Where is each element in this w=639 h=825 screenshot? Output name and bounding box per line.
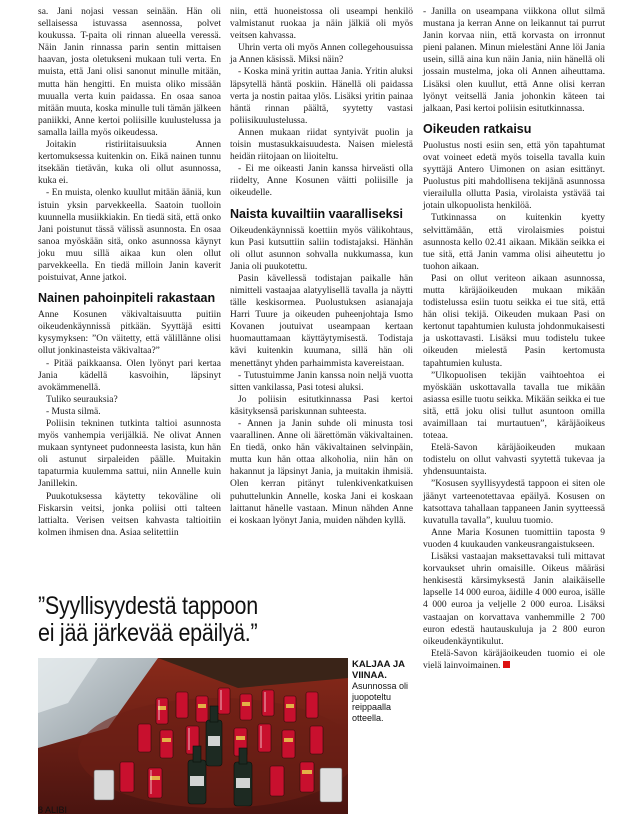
paragraph: Pasi on ollut veriteon aikaan asunnossa, mutta käräjäoikeuden mukaan mikään todistelussa esiin tuotu seikka ei tue sitä, että hän olisi tekijä. Oikeuden mukaan Pasi on kertonut tapahtumien kulusta johdonmukaisesti ja uskottavasti. Lisäksi muu todistelu tukee oikeuden mielestä Pasin kertomusta tapahtumien kulusta. <box>423 273 605 369</box>
subheading-oikeuden-ratkaisu: Oikeuden ratkaisu <box>423 121 532 136</box>
paragraph: Tutkinnassa on kuitenkin kyetty selvittämään, että virolaismies poistui asunnosta kello 02.41 aikaan. Mikään seikka ei tue sitä, että Janin vamma olisi aiheutettu jo tuohon aikaan. <box>423 213 605 272</box>
paragraph: Tuliko seurauksia? <box>46 394 118 405</box>
paragraph: ”Kosusen syyllisyydestä tappoon ei siten ole jäänyt varteenotettavaa epäilyä. Kosusen on katsottava tahallaan tappaneen Janin syytteessä kuvatulla tavalla”, kuuluu tuomio. <box>423 479 605 526</box>
paragraph: Lisäksi vastaajan maksettavaksi tuli mittavat korvaukset uhrin omaisille. Oikeus määräsi henkisestä kärsimyksestä Janin alaikäiselle lapselle 14 000 euroa, äidille 4 000 euroa, isälle 4 000 euroa ja veljelle 2 000 euroa. Lisäksi vastaajan on korvattava vanhemmille 2 700 euron edestä hautauskuluja ja 2 800 euron oikeudenkäyntikulut. <box>423 552 605 647</box>
paragraph: - Annen ja Janin suhde oli minusta tosi vaarallinen. Anne oli äärettömän väkivaltainen. En tiedä, onko hän väkivaltainen selvinpäin, mutta kun hän ottaa alkoholia, niin hän on hakannut ja läpsinyt Jania, ja muitakin ihmisiä. Olen kerran pitänyt tulenkivenkatkuisen puhuttelunkin Annelle, koska Jani ei koskaan laittanut hänelle vastaan. Minun nähden Anne ei koskaan lyönyt Jania, muiden nähden kyllä. <box>230 419 413 526</box>
paragraph: Puukotuksessa käytetty tekoväline oli Fiskarsin veitsi, jonka poliisi otti talteen lattialta. Verisen veitsen kahvasta taltioitiin kolmen ihmisen dna. Asiaa selitettiin <box>38 491 221 538</box>
paragraph: niin, että huoneistossa oli useampi henkilö valmistanut ruokaa ja näin jälkiä oli myös veitsen kahvassa. <box>230 7 413 42</box>
paragraph: Uhrin verta oli myös Annen collegehousuissa ja Annen käsissä. Miksi näin? <box>230 43 413 66</box>
paragraph: Etelä-Savon käräjäoikeuden mukaan todistelu on ollut vahvasti syytettä tukevaa ja yhdensuuntaista. <box>423 443 605 478</box>
paragraph: - Pitää paikkaansa. Olen lyönyt pari kertaa Jania kädellä kasvoihin, läpsinyt avokämmenellä. <box>38 358 221 393</box>
bottles-photo-illustration <box>38 658 348 814</box>
paragraph: Annen mukaan riidat syntyivät puolin ja toisin mustasukkaisuudesta. Naisen mielestä heidän riitojaan on liioiteltu. <box>230 127 413 163</box>
caption-title: KALJAA JA <box>352 659 405 670</box>
paragraph: Jo poliisin esitutkinnassa Pasi kertoi käsityksensä pariskunnan suhteesta. <box>230 394 413 417</box>
paragraph: Pasin kävellessä todistajan paikalle hän nimitteli vastaajaa alatyylisellä tavalla ja näytti tälle keskisormea. Puolustuksen asianajaja Harri Tuure ja oikeuden puheenjohtaja Ismo Kovanen joutuivat useampaan kertaan huomauttamaan käyttäytymisestä. Todistaja kävi kuitenkin kuumana, sillä hän oli menettänyt yhden parhaimmista kavereistaan. <box>230 273 413 369</box>
final-paragraph <box>423 648 605 672</box>
end-mark-icon <box>503 661 510 668</box>
article-column-3 <box>423 6 605 672</box>
paragraph: Joitakin ristiriitaisuuksia Annen kertomuksessa kuitenkin on. Eikä nainen tunnu itsekään tietävän, kuka oli ollut asunnossa, kuka ei. <box>38 140 221 187</box>
photo-caption <box>352 660 416 723</box>
paragraph: - Ei me oikeasti Janin kanssa hirveästi olla riidelty, Anne Kosunen väitti poliisille ja oikeudelle. <box>230 164 413 199</box>
paragraph: Puolustus nosti esiin sen, että yön tapahtumat ovat voineet edetä myös toisella tavalla kuin syyttäjä Antero Uimonen on asian esittänyt. Puolustus piti mahdollisena tekijänä asunnossa vierailulla ollutta Pasia, virolaista ystävää tai jotain ulkopuolista henkilöä. <box>423 140 605 212</box>
paragraph: - Koska minä yritin auttaa Jania. Yritin aluksi läpsytellä häntä poskiin. Hänellä oli paidassa verta ja nostin paitaa ylös. Lisäksi yritin painaa häntä rinnan päältä, syytetty vastasi poliisikuulustelussa. <box>230 67 413 126</box>
caption-title: VIINAA. <box>352 669 387 681</box>
paragraph: Anne Kosunen väkivaltaisuutta puitiin oikeudenkäynnissä pitkään. Syyttäjä esitti kysymyksen: ”On väitetty, että välillänne olisi ollut jonkinasteista väkivaltaa?” <box>38 310 221 357</box>
paragraph: Oikeudenkäynnissä koettiin myös välikohtaus, kun Pasi kutsuttiin saliin todistajaksi. Hänhän oli ollut asunnon sohvalla nukkumassa, kun Jania oli puukotettu. <box>230 225 413 272</box>
pull-quote-line: ei jää järkevää epäilyä.” <box>38 619 258 647</box>
paragraph-text: Etelä-Savon käräjäoikeuden tuomio ei ole vielä lainvoimainen. <box>423 648 605 671</box>
pull-quote <box>38 593 361 647</box>
paragraph: - En muista, olenko kuullut mitään ääniä, kun istuin yksin parvekkeella. Saatoin tuolloin kuunnella musiikkiakin. En tiedä sitä, että onko Jani poistunut tässä välissä asunnosta. En osaa sanoa myöskään sitä, onko asunnossa käynyt joku muu sillä aikaa kun olen ollut parvekkeella. En tiedä milloin Janin kaverit poistuivat, Anne jatkoi. <box>38 188 221 284</box>
photo-bottles-on-table <box>38 658 348 814</box>
paragraph: Poliisin tekninen tutkinta taltioi asunnosta myös vanhempia verijälkiä. Ne olivat Annen mukaan syntyneet pudonneesta lasista, kun hän oli astunut sirpaleiden päälle. Muitakin tapaturmia kuulemma sattui, niin Annelle kuin Janillekin. <box>38 419 221 490</box>
page-folio: 8 ALIBI <box>38 805 68 815</box>
subheading-nainen-pahoinpiteli: Nainen pahoinpiteli rakastaan <box>38 291 216 306</box>
subheading-naista-kuvailtiin: Naista kuvailtiin vaaralliseksi <box>230 206 404 221</box>
pull-quote-line: ”Syyllisyydestä tappoon <box>38 592 258 620</box>
article-column-1 <box>38 6 221 539</box>
paragraph: - Musta silmä. <box>46 406 101 417</box>
paragraph: ”Ulkopuolisen tekijän vaihtoehtoa ei myöskään uskottavalla tavalla tue mikään asiassa esille tuotu seikka. Mikään seikka ei tue sitä, että joku olisi tullut asuntoon omilla avaimillaan tai murtautuen”, käräjäoikeus toteaa. <box>423 370 605 442</box>
paragraph: sa. Jani nojasi vessan seinään. Hän oli sellaisessa istuvassa asennossa, polvet koukussa. T-paita oli rinnan alueella veressä. Näin Janin rinnassa parin sentin mittaisen haavan, josta oletukseni mukaan tuli verta. En muista, että Jani olisi sanonut minulle mitään, mutta hän hengitti. En muista oliko missään muualla verta kuin paidassa. En osaa sanoa mitään muuta, koska minulle tuli tämän jälkeen paniikki, Anne kertoi poliisille kuulustelussa ja samalla lailla myös oikeudessa. <box>38 7 221 138</box>
article-column-2 <box>230 6 413 527</box>
paragraph: Anne Maria Kosunen tuomittiin taposta 9 vuoden 4 kuukauden vankeusrangaistukseen. <box>423 527 605 550</box>
paragraph: - Tutustuimme Janin kanssa noin neljä vuotta sitten vankilassa, Pasi totesi aluksi. <box>230 370 413 393</box>
caption-text: Asunnossa oli juopoteltu reippaalla otteella. <box>352 681 409 723</box>
paragraph: - Janilla on useampana viikkona ollut silmä mustana ja kerran Anne on leikannut tai purrut Janin korvaa niin, että korvasta on irronnut pieni palanen. Minun mielestäni Anne löi Jania usein, sillä aina kun näin Jania, niin hänellä oli jossain mustelma, joka oli Annen aiheuttama. Lisäksi olen kuullut, että Anne olisi kerran lyönyt veitsellä Jania johonkin käteen tai jalkaan, Pasi kertoi poliisin esitutkinnassa. <box>423 7 605 114</box>
